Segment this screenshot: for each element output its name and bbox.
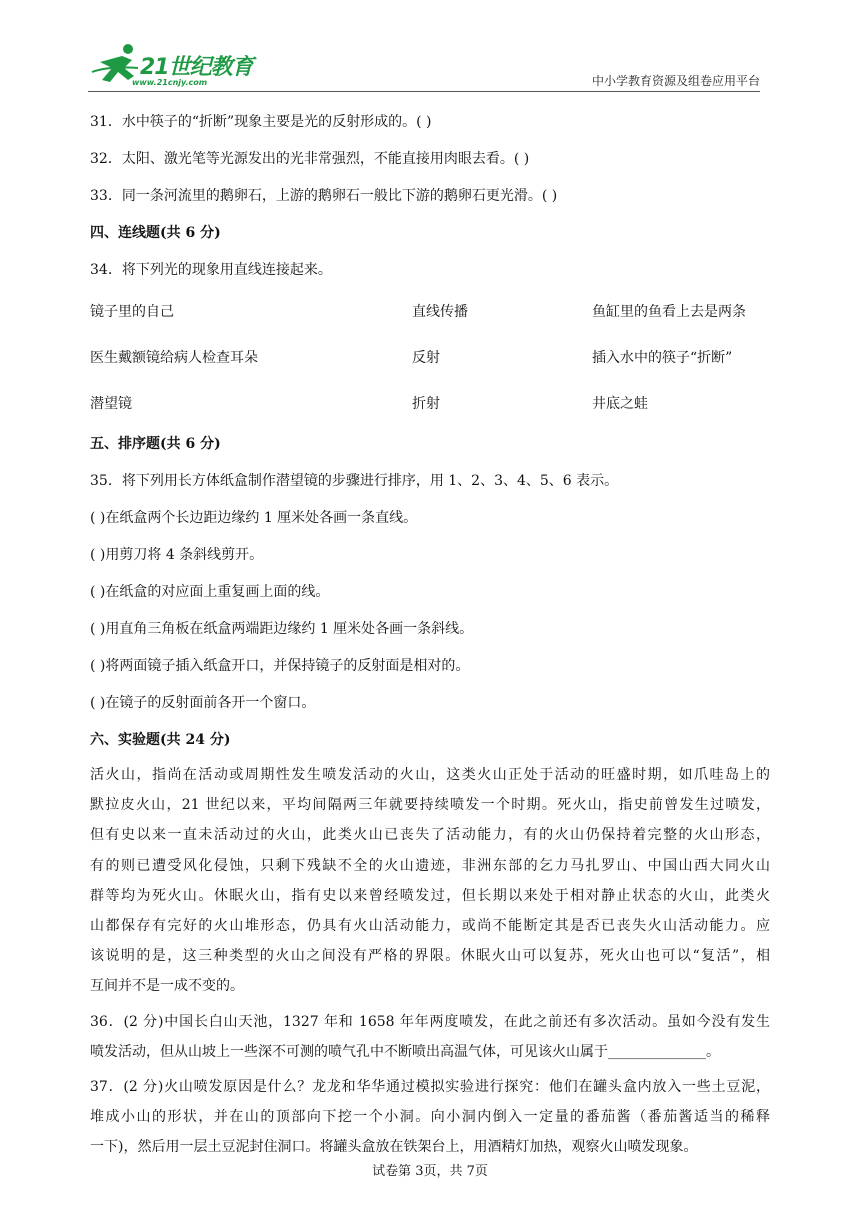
sort-step: ( )在镜子的反射面前各开一个窗口。 bbox=[90, 695, 316, 711]
match-left: 医生戴额镜给病人检查耳朵 bbox=[90, 350, 258, 366]
question-34: 34．将下列光的现象用直线连接起来。 bbox=[90, 262, 332, 278]
question-37-line: 37．(2 分)火山喷发原因是什么？龙龙和华华通过模拟实验进行探究：他们在罐头盒内放入一些土豆泥， bbox=[90, 1079, 770, 1096]
logo-url: www.21cnjy.com bbox=[132, 78, 208, 87]
passage-line: 山都保存有完好的火山堆形态，仍具有火山活动能力，或尚不能断定其是否已丧失火山活动能力。应 bbox=[90, 918, 770, 935]
page-footer: 试卷第 3页，共 7页 bbox=[372, 1164, 488, 1179]
question-36-line: 喷发活动，但从山坡上一些深不可测的喷气孔中不断喷出高温气体，可见该火山属于______________。 bbox=[90, 1043, 720, 1060]
section-heading-5: 五、排序题(共 6 分) bbox=[90, 436, 221, 452]
match-left: 镜子里的自己 bbox=[90, 304, 174, 320]
question-36-line: 36．(2 分)中国长白山天池，1327 年和 1658 年年两度喷发，在此之前还有多次活动。虽如今没有发生 bbox=[90, 1013, 770, 1030]
sort-step: ( )用直角三角板在纸盒两端距边缘约 1 厘米处各画一条斜线。 bbox=[90, 621, 474, 637]
logo-text: 21世纪教育 bbox=[140, 55, 253, 80]
sort-step: ( )在纸盒的对应面上重复画上面的线。 bbox=[90, 584, 330, 600]
match-right: 鱼缸里的鱼看上去是两条 bbox=[592, 304, 746, 320]
section-heading-6: 六、实验题(共 24 分) bbox=[90, 732, 231, 748]
match-row bbox=[90, 302, 770, 322]
match-middle: 反射 bbox=[412, 350, 440, 366]
passage-line: 群等均为死火山。休眠火山，指有史以来曾经喷发过，但长期以来处于相对静止状态的火山，此类火 bbox=[90, 887, 770, 904]
match-row bbox=[90, 348, 770, 368]
section-heading-4: 四、连线题(共 6 分) bbox=[90, 225, 221, 241]
sort-step: ( )将两面镜子插入纸盒开口，并保持镜子的反射面是相对的。 bbox=[90, 658, 470, 674]
volcano-passage bbox=[90, 760, 770, 1002]
passage-line: 默拉皮火山，21 世纪以来，平均间隔两三年就要持续喷发一个时期。死火山，指史前曾发生过喷发， bbox=[90, 797, 770, 814]
passage-line: 互间并不是一成不变的。 bbox=[90, 978, 244, 995]
passage-line: 活火山，指尚在活动或周期性发生喷发活动的火山，这类火山正处于活动的旺盛时期，如爪哇岛上的 bbox=[90, 767, 770, 783]
passage-line: 该说明的是，这三种类型的火山之间没有严格的界限。休眠火山可以复苏，死火山也可以“复活”，相 bbox=[90, 948, 770, 965]
question-37-line: 一下)，然后用一层土豆泥封住洞口。将罐头盒放在铁架台上，用酒精灯加热，观察火山喷发现象。 bbox=[90, 1139, 698, 1156]
passage-line: 有的则已遭受风化侵蚀，只剩下残缺不全的火山遗迹，非洲东部的乞力马扎罗山、中国山西大同火山 bbox=[90, 857, 770, 874]
match-middle: 直线传播 bbox=[412, 304, 468, 320]
header-divider bbox=[88, 91, 760, 92]
question-31: 31．水中筷子的“折断”现象主要是光的反射形成的。( ) bbox=[90, 114, 432, 130]
question-32: 32．太阳、激光笔等光源发出的光非常强烈，不能直接用肉眼去看。( ) bbox=[90, 151, 530, 167]
logo bbox=[88, 40, 258, 92]
sort-step: ( )在纸盒两个长边距边缘约 1 厘米处各画一条直线。 bbox=[90, 510, 418, 526]
question-37-line: 堆成小山的形状，并在山的顶部向下挖一个小洞。向小洞内倒入一定量的番茄酱（番茄酱适当的稀释 bbox=[90, 1109, 770, 1126]
match-row bbox=[90, 394, 770, 414]
match-left: 潜望镜 bbox=[90, 396, 132, 412]
sort-step: ( )用剪刀将 4 条斜线剪开。 bbox=[90, 547, 264, 563]
platform-name: 中小学教育资源及组卷应用平台 bbox=[591, 74, 760, 88]
question-37 bbox=[90, 1072, 770, 1163]
exam-content bbox=[90, 112, 770, 1168]
match-right: 插入水中的筷子“折断” bbox=[592, 350, 733, 366]
question-36 bbox=[90, 1007, 770, 1067]
match-middle: 折射 bbox=[412, 396, 440, 412]
question-33: 33．同一条河流里的鹅卵石，上游的鹅卵石一般比下游的鹅卵石更光滑。( ) bbox=[90, 188, 558, 204]
page-header bbox=[88, 40, 760, 92]
question-35: 35．将下列用长方体纸盒制作潜望镜的步骤进行排序，用 1、2、3、4、5、6 表示。 bbox=[90, 473, 619, 489]
match-right: 井底之蛙 bbox=[592, 396, 648, 412]
passage-line: 但有史以来一直未活动过的火山，此类火山已丧失了活动能力，有的火山仍保持着完整的火山形态， bbox=[90, 827, 770, 844]
